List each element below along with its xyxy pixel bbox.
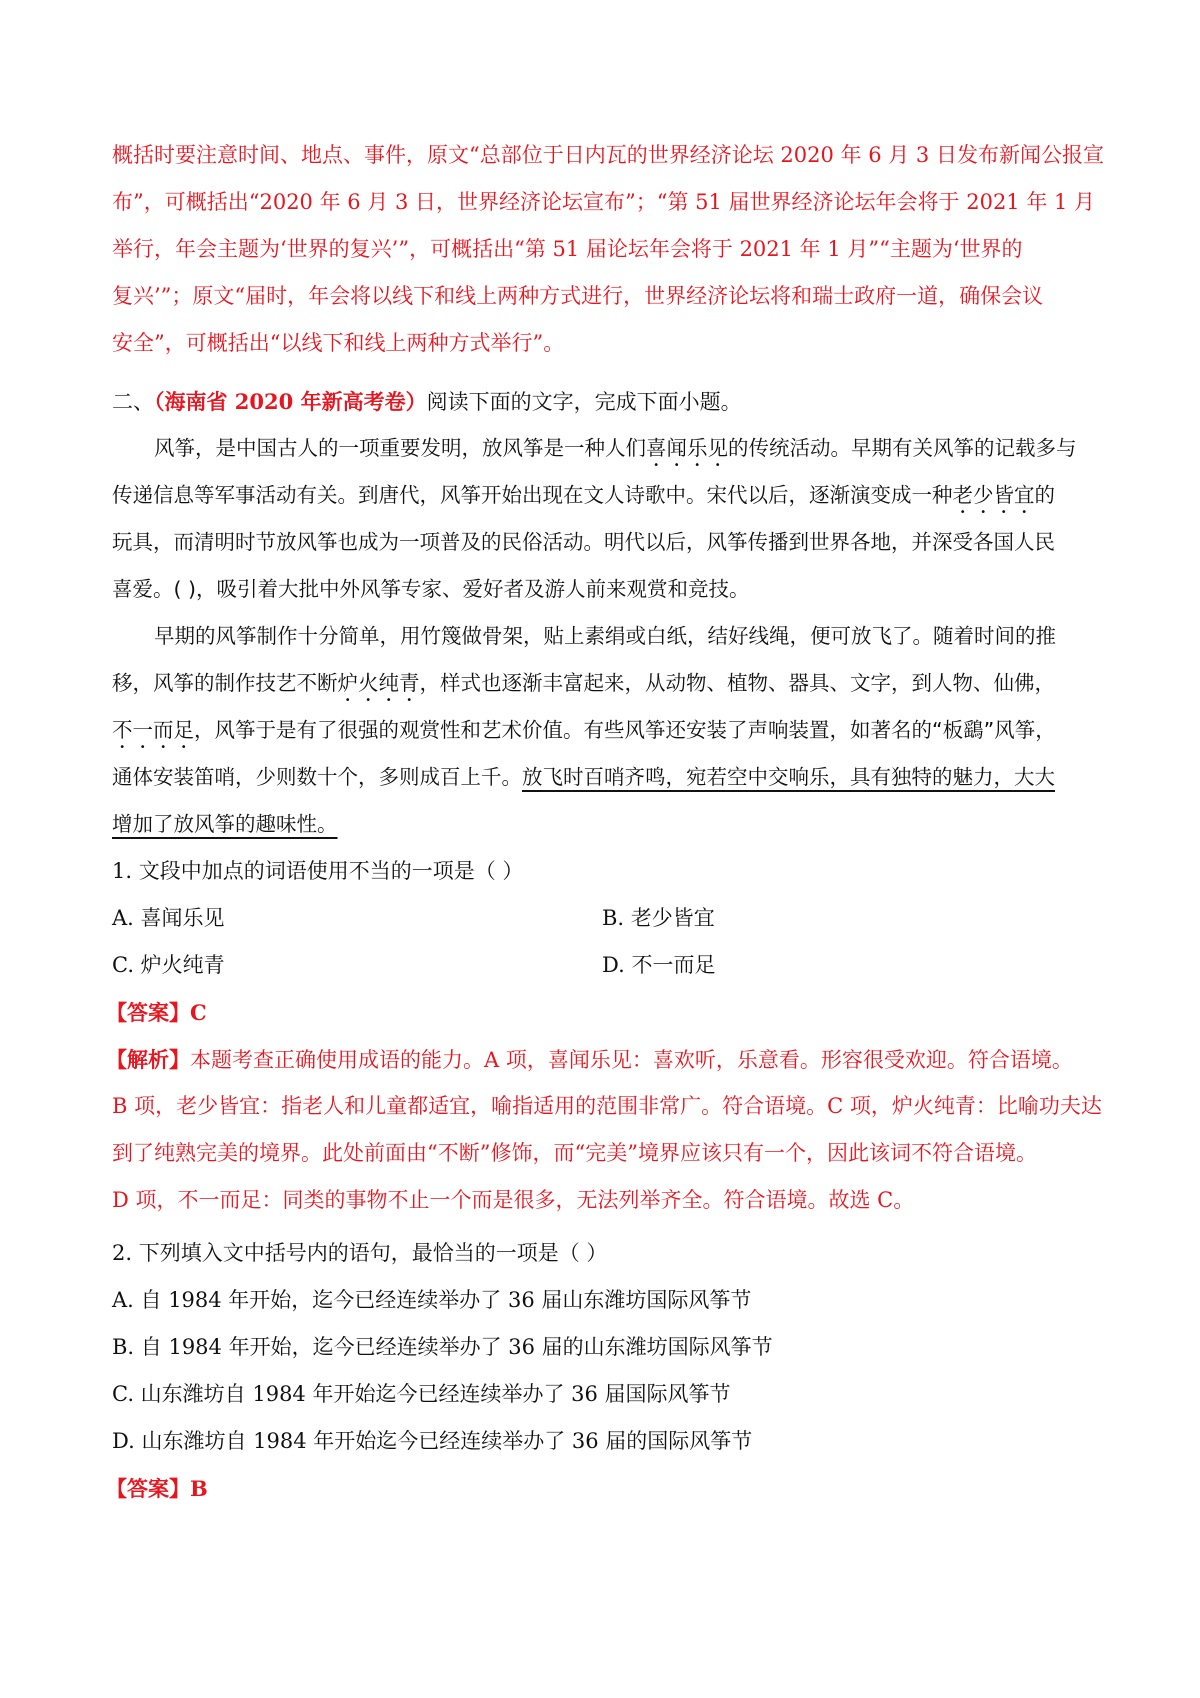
- passage-p2-line-4: 通体安装笛哨，少则数十个，多则成百上千。放飞时百哨齐鸣，宛若空中交响乐，具有独特的魅力，大大: [112, 765, 1055, 789]
- underlined-sentence: 放飞时百哨齐鸣，宛若空中交响乐，具有独特的魅力，大大: [522, 765, 1055, 789]
- question-2: [106, 1230, 1102, 1512]
- passage-p1-line-4: 喜爱。( )，吸引着大批中外风筝专家、爱好者及游人前来观赏和竞技。: [112, 577, 750, 601]
- underlined-sentence-end: 增加了放风筝的趣味性。: [112, 812, 338, 836]
- passage-p1-line-1: 风筝，是中国古人的一项重要发明，放风筝是一种人们喜闻乐见的传统活动。早期有关风筝的记载多与: [154, 436, 1077, 460]
- analysis-line-1: 概括时要注意时间、地点、事件，原文“总部位于日内瓦的世界经济论坛 2020 年 6 月 3 日发布新闻公报宣: [112, 143, 1104, 167]
- analysis-line-2: 布”，可概括出“2020 年 6 月 3 日，世界经济论坛宣布”；“第 51 届世界经济论坛年会将于 2021 年 1 月: [112, 190, 1096, 214]
- analysis-line-4: 复兴’”；原文“届时，年会将以线下和线上两种方式进行，世界经济论坛将和瑞士政府一道，确保会议: [112, 284, 1044, 308]
- question-1-option-b: B. 老少皆宜: [602, 906, 715, 930]
- dotted-word-buyierzu: 不一而足: [112, 718, 194, 742]
- question-1-options-row-2: [112, 942, 1102, 989]
- question-1-option-d: D. 不一而足: [602, 953, 716, 977]
- answer-value: C: [190, 1000, 207, 1025]
- question-1-option-a: A. 喜闻乐见: [112, 906, 225, 930]
- dotted-word-xiwenlejian: 喜闻乐见: [646, 436, 728, 460]
- passage-paragraph-1: [112, 425, 1102, 613]
- question-1-option-c: C. 炉火纯青: [112, 953, 225, 977]
- question-2-stem: 2. 下列填入文中括号内的语句，最恰当的一项是（ ）: [112, 1241, 608, 1265]
- passage-p2-line-3: 不一而足，风筝于是有了很强的观赏性和艺术价值。有些风筝还安装了声响装置，如著名的“板鷂”风筝，: [112, 718, 1056, 742]
- question-1-analysis-line-1: 【解析】本题考查正确使用成语的能力。A 项，喜闻乐见：喜欢听，乐意看。形容很受欢迎。符合语境。: [106, 1047, 1073, 1072]
- question-1-options-row-1: [112, 895, 1102, 942]
- answer-label: 【答案】: [106, 1000, 190, 1025]
- question-2-option-c: C. 山东潍坊自 1984 年开始迄今已经连续举办了 36 届国际风筝节: [112, 1382, 731, 1406]
- question-1-analysis-line-4: D 项，不一而足：同类的事物不止一个而是很多，无法列举齐全。符合语境。故选 C。: [112, 1188, 915, 1212]
- section-2-heading: [112, 378, 1102, 425]
- analysis-line-5: 安全”，可概括出“以线下和线上两种方式举行”。: [112, 331, 565, 355]
- dotted-word-laoshaojieyi: 老少皆宜: [952, 483, 1035, 507]
- question-1-analysis-line-2: B 项，老少皆宜：指老人和儿童都适宜，喻指适用的范围非常广。符合语境。C 项，炉火纯青：比喻功夫达: [112, 1094, 1102, 1118]
- passage-p2-line-2: 移，风筝的制作技艺不断炉火纯青，样式也逐渐丰富起来，从动物、植物、器具、文字，到人物、仙佛，: [112, 671, 1055, 695]
- section-instruction: 阅读下面的文字，完成下面小题。: [426, 390, 742, 414]
- question-1-stem: 1. 文段中加点的词语使用不当的一项是（ ）: [112, 859, 524, 883]
- passage-p1-line-2: 传递信息等军事活动有关。到唐代，风筝开始出现在文人诗歌中。宋代以后，逐渐演变成一种老少皆宜的: [112, 483, 1055, 507]
- question-1-answer: [106, 989, 1102, 1036]
- section-source: （海南省 2020 年新高考卷）: [154, 389, 427, 414]
- dotted-word-luhuochunqing: 炉火纯青: [337, 671, 420, 695]
- answer-label: 【答案】: [106, 1476, 190, 1501]
- passage-p2-line-5: [112, 801, 1102, 848]
- question-2-option-b: B. 自 1984 年开始，迄今已经连续举办了 36 届的山东潍坊国际风筝节: [112, 1335, 773, 1359]
- passage-paragraph-2: [112, 613, 1102, 848]
- answer-value: B: [190, 1476, 208, 1501]
- analysis-line-3: 举行，年会主题为‘世界的复兴’”，可概括出“第 51 届论坛年会将于 2021 年 1 月”“主题为‘世界的: [112, 237, 1023, 261]
- question-2-option-d: D. 山东潍坊自 1984 年开始迄今已经连续举办了 36 届的国际风筝节: [112, 1429, 753, 1453]
- question-2-option-a: A. 自 1984 年开始，迄今已经连续举办了 36 届山东潍坊国际风筝节: [112, 1288, 752, 1312]
- question-2-answer: [106, 1465, 1102, 1512]
- passage-p2-line-1: 早期的风筝制作十分简单，用竹篾做骨架，贴上素绢或白纸，结好线绳，便可放飞了。随着时间的推: [154, 624, 1056, 648]
- question-1: [106, 848, 1102, 1224]
- analysis-label: 【解析】: [106, 1047, 190, 1072]
- analysis-continuation: [112, 132, 1102, 367]
- section-prefix: 二、: [112, 390, 154, 414]
- question-1-analysis-line-3: 到了纯熟完美的境界。此处前面由“不断”修饰，而“完美”境界应该只有一个，因此该词不符合语境。: [112, 1141, 1037, 1165]
- passage-p1-line-3: 玩具，而清明时节放风筝也成为一项普及的民俗活动。明代以后，风筝传播到世界各地，并深受各国人民: [112, 530, 1055, 554]
